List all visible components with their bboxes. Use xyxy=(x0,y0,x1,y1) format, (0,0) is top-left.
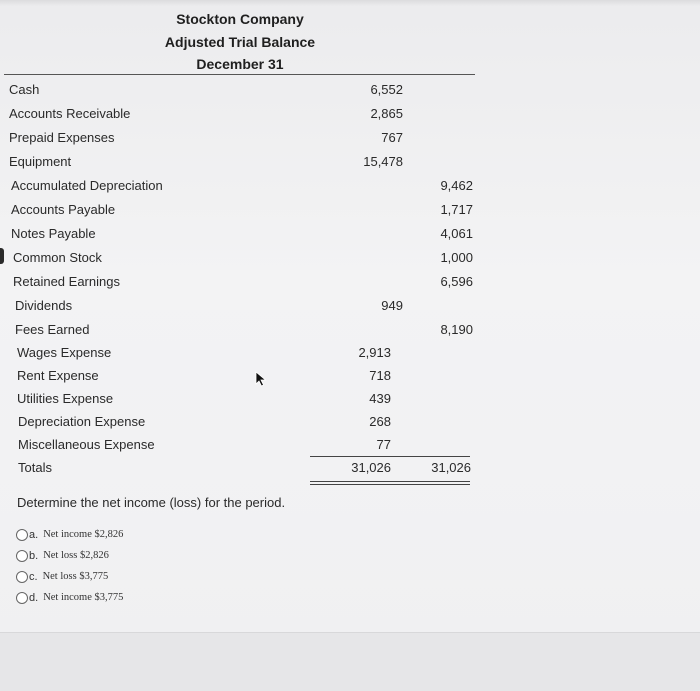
option-text: Net income $2,826 xyxy=(43,529,124,540)
company-name: Stockton Company xyxy=(176,11,304,27)
bottom-panel xyxy=(0,632,700,691)
radio-button[interactable] xyxy=(16,592,28,604)
answer-option-c[interactable] xyxy=(16,566,123,587)
totals-double-rule-top xyxy=(310,481,470,482)
account-name: Dividends xyxy=(15,298,73,313)
account-name: Cash xyxy=(9,82,40,97)
account-name: Equipment xyxy=(9,154,72,169)
trial-balance-table xyxy=(0,78,700,482)
totals-double-rule-bottom xyxy=(310,484,470,485)
report-date: December 31 xyxy=(196,56,284,72)
table-row xyxy=(0,341,700,364)
radio-button[interactable] xyxy=(16,529,28,541)
table-row xyxy=(0,126,700,150)
debit-amount: 718 xyxy=(369,368,391,383)
option-text: Net income $3,775 xyxy=(43,592,124,603)
debit-amount: 31,026 xyxy=(351,460,391,475)
table-row xyxy=(0,318,700,341)
debit-amount: 949 xyxy=(381,298,403,313)
answer-option-d[interactable] xyxy=(16,587,123,608)
account-name: Accounts Receivable xyxy=(9,106,131,121)
credit-amount: 4,061 xyxy=(440,226,473,241)
account-name: Common Stock xyxy=(13,250,102,265)
table-row xyxy=(0,198,700,222)
radio-button[interactable] xyxy=(16,571,28,583)
table-row xyxy=(0,78,700,102)
debit-amount: 15,478 xyxy=(363,154,403,169)
credit-amount: 1,000 xyxy=(440,250,473,265)
table-row xyxy=(0,387,700,410)
option-text: Net loss $3,775 xyxy=(42,571,109,582)
account-name: Accounts Payable xyxy=(11,202,116,217)
account-name: Miscellaneous Expense xyxy=(18,437,155,452)
credit-amount: 1,717 xyxy=(440,202,473,217)
answer-option-b[interactable] xyxy=(16,545,123,566)
account-name: Totals xyxy=(18,460,52,475)
totals-row xyxy=(0,456,700,482)
account-name: Accumulated Depreciation xyxy=(11,178,163,193)
account-name: Rent Expense xyxy=(17,368,99,383)
account-name: Wages Expense xyxy=(17,345,112,360)
credit-amount: 8,190 xyxy=(440,322,473,337)
account-name: Depreciation Expense xyxy=(18,414,146,429)
credit-amount: 9,462 xyxy=(440,178,473,193)
table-row xyxy=(0,270,700,294)
table-row xyxy=(0,150,700,174)
account-name: Fees Earned xyxy=(15,322,90,337)
radio-button[interactable] xyxy=(16,550,28,562)
option-letter: d. xyxy=(29,591,39,604)
table-row xyxy=(0,294,700,318)
option-text: Net loss $2,826 xyxy=(43,550,109,561)
totals-top-rule xyxy=(310,456,470,457)
debit-amount: 2,865 xyxy=(370,106,403,121)
answer-options xyxy=(16,524,123,608)
table-row xyxy=(0,410,700,433)
debit-amount: 767 xyxy=(381,130,403,145)
credit-amount: 31,026 xyxy=(431,460,471,475)
debit-amount: 439 xyxy=(369,391,391,406)
option-letter: b. xyxy=(29,549,39,562)
question-text: Determine the net income (loss) for the period. xyxy=(17,495,286,510)
table-row xyxy=(0,433,700,456)
debit-amount: 2,913 xyxy=(358,345,391,360)
account-name: Notes Payable xyxy=(11,226,96,241)
table-row xyxy=(0,174,700,198)
table-row xyxy=(0,102,700,126)
report-title: Adjusted Trial Balance xyxy=(164,33,316,50)
header-divider xyxy=(4,74,475,75)
answer-option-a[interactable] xyxy=(16,524,123,545)
option-letter: a. xyxy=(29,528,39,541)
option-letter: c. xyxy=(29,570,38,583)
table-row xyxy=(0,222,700,246)
debit-amount: 268 xyxy=(369,414,391,429)
mouse-cursor-icon xyxy=(255,371,269,387)
account-name: Prepaid Expenses xyxy=(9,130,115,145)
table-row xyxy=(0,364,700,387)
table-row xyxy=(0,246,700,270)
account-name: Utilities Expense xyxy=(17,391,114,406)
report-header xyxy=(150,8,330,76)
debit-amount: 77 xyxy=(376,437,391,452)
credit-amount: 6,596 xyxy=(440,274,473,289)
debit-amount: 6,552 xyxy=(370,82,403,97)
account-name: Retained Earnings xyxy=(13,274,120,289)
